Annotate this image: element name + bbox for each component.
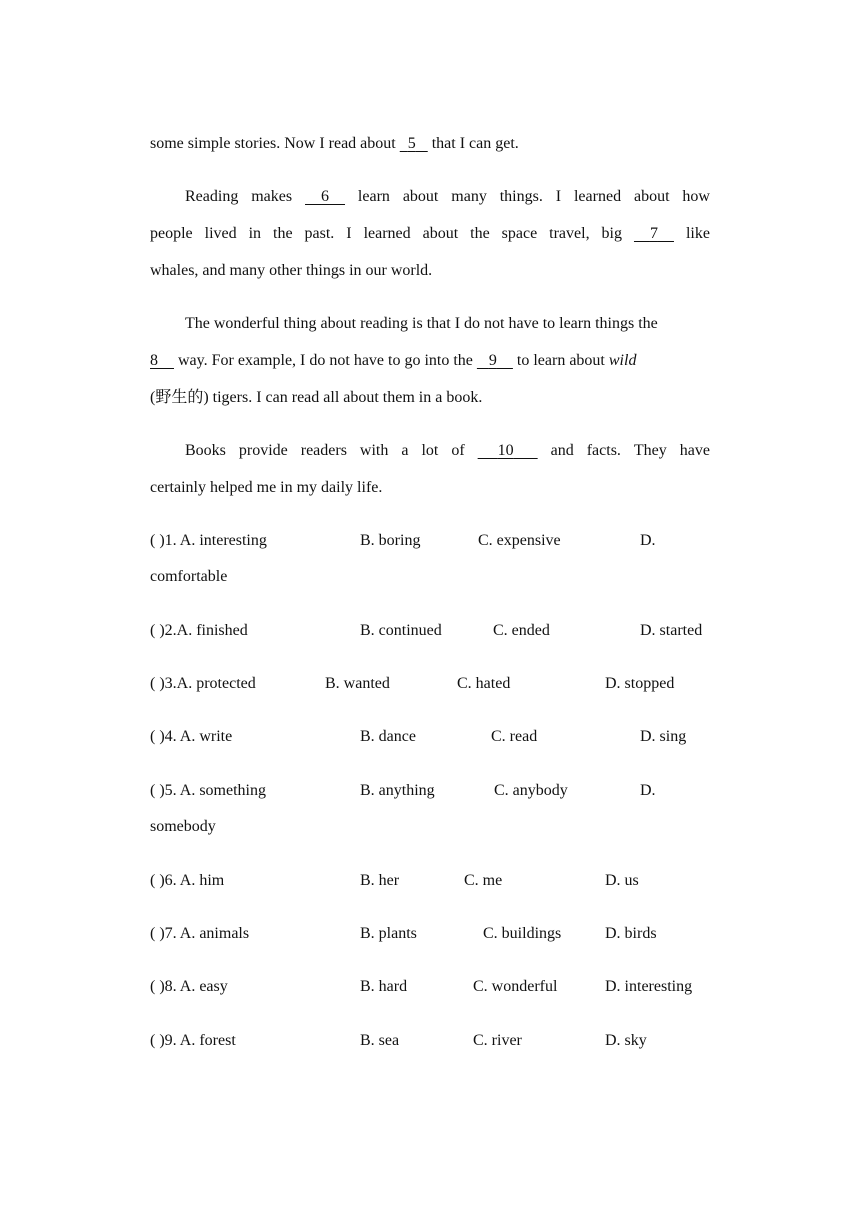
word: the: [273, 225, 293, 242]
question-stem: ( )4. A. write: [150, 728, 233, 745]
option-c: C. anybody: [494, 782, 568, 799]
word: learned: [573, 188, 622, 205]
text: The wonderful thing about reading is that I do not have to learn things the: [185, 315, 658, 332]
option-c: C. ended: [493, 622, 550, 639]
word: facts.: [586, 442, 621, 459]
word: learned: [363, 225, 411, 242]
word: about: [633, 188, 670, 205]
question-stem: ( )2.A. finished: [150, 622, 248, 639]
word: Books: [185, 442, 226, 459]
option-b: B. boring: [360, 532, 421, 549]
word: people: [150, 225, 193, 242]
option-d-wrap: comfortable: [150, 568, 228, 585]
option-d: D. interesting: [605, 978, 693, 995]
passage-line: [150, 388, 710, 408]
word: many: [451, 188, 487, 205]
text: (野生的) tigers. I can read all about them in a book.: [150, 389, 483, 406]
option-c: C. buildings: [483, 925, 562, 942]
word: a: [401, 442, 409, 459]
word: I: [555, 188, 562, 205]
word: with: [359, 442, 389, 459]
option-c: C. me: [464, 872, 503, 889]
word: Reading: [185, 188, 239, 205]
option-c: C. wonderful: [473, 978, 558, 995]
word: like: [685, 225, 710, 242]
passage-line: [185, 314, 710, 334]
passage-line: [150, 351, 710, 371]
option-c: C. expensive: [478, 532, 561, 549]
word: past.: [304, 225, 335, 242]
option-c: C. read: [491, 728, 538, 745]
word: lived: [204, 225, 237, 242]
option-d: D. birds: [605, 925, 657, 942]
text: some simple stories. Now I read about: [150, 135, 396, 152]
word: have: [679, 442, 710, 459]
option-d: D. us: [605, 872, 639, 889]
word: about: [422, 225, 459, 242]
option-c: C. hated: [457, 675, 511, 692]
option-b: B. plants: [360, 925, 417, 942]
text: that I can get.: [431, 135, 519, 152]
option-b: B. dance: [360, 728, 416, 745]
question-stem: ( )8. A. easy: [150, 978, 228, 995]
option-b: B. sea: [360, 1032, 400, 1049]
word: big: [601, 225, 622, 242]
question-stem: ( )1. A. interesting: [150, 532, 267, 549]
word: about: [402, 188, 439, 205]
word: and: [550, 442, 574, 459]
word: space: [501, 225, 538, 242]
word: in: [248, 225, 262, 242]
option-b: B. her: [360, 872, 400, 889]
question-stem: ( )7. A. animals: [150, 925, 250, 942]
option-b: B. continued: [360, 622, 442, 639]
word: the: [470, 225, 490, 242]
blank-5: 5: [407, 135, 416, 152]
option-c: C. river: [473, 1032, 522, 1049]
option-d: D. started: [640, 622, 703, 639]
word: of: [451, 442, 465, 459]
blank-6: 6: [321, 188, 330, 205]
italic-word: wild: [608, 352, 637, 369]
blank-7: 7: [649, 225, 658, 242]
passage-line: [150, 134, 710, 154]
passage-line: [150, 261, 710, 281]
word: provide: [238, 442, 288, 459]
word: travel,: [549, 225, 590, 242]
passage-line: [185, 187, 710, 207]
question-stem: ( )5. A. something: [150, 782, 266, 799]
passage-line: [150, 224, 710, 244]
blank-8: 8: [150, 352, 158, 369]
blank-10: 10: [497, 442, 514, 459]
text: certainly helped me in my daily life.: [150, 479, 383, 496]
text: way. For example, I do not have to go into the: [178, 352, 473, 369]
word: how: [682, 188, 710, 205]
word: readers: [300, 442, 347, 459]
option-d: D. sky: [605, 1032, 647, 1049]
word: learn: [357, 188, 390, 205]
word: They: [633, 442, 667, 459]
passage-line: [150, 478, 710, 498]
question-stem: ( )9. A. forest: [150, 1032, 236, 1049]
option-d-wrap: somebody: [150, 818, 216, 835]
word: I: [346, 225, 352, 242]
option-d: D.: [640, 532, 656, 549]
passage-line: [185, 441, 710, 461]
question-stem: ( )3.A. protected: [150, 675, 256, 692]
word: things.: [499, 188, 543, 205]
word: makes: [251, 188, 293, 205]
text: to learn about: [516, 352, 605, 369]
question-stem: ( )6. A. him: [150, 872, 225, 889]
word: lot: [421, 442, 439, 459]
option-d: D. stopped: [605, 675, 675, 692]
option-d: D. sing: [640, 728, 687, 745]
option-d: D.: [640, 782, 656, 799]
text: whales, and many other things in our world.: [150, 262, 433, 279]
option-b: B. anything: [360, 782, 435, 799]
option-b: B. hard: [360, 978, 408, 995]
option-b: B. wanted: [325, 675, 390, 692]
blank-9: 9: [488, 352, 497, 369]
